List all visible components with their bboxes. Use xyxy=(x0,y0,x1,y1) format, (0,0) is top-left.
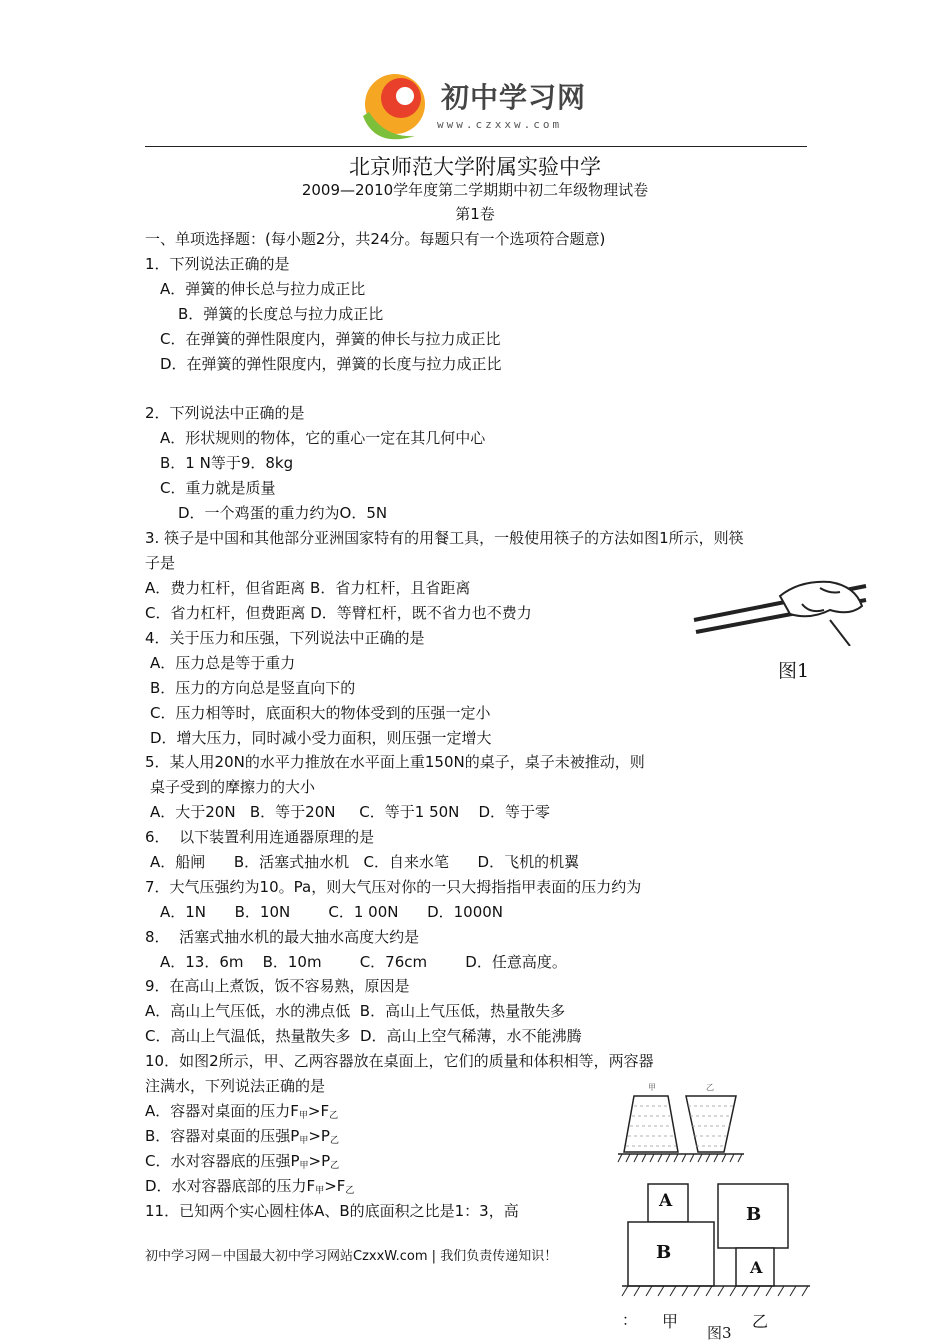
question-3-stem: 3. 筷子是中国和其他部分亚洲国家特有的用餐工具，一般使用筷子的方法如图1所示，则筷 xyxy=(145,529,744,547)
question-10-stem: 10．如图2所示，甲、乙两容器放在桌面上，它们的质量和体积相等，两容器 xyxy=(145,1052,654,1070)
figure-2-label-yi: 乙 xyxy=(706,1083,714,1092)
question-3-stem-cont: 子是 xyxy=(145,554,176,572)
question-4-stem: 4．关于压力和压强，下列说法中正确的是 xyxy=(145,629,425,647)
question-4-option-d: D．增大压力，同时减小受力面积，则压强一定增大 xyxy=(150,729,492,747)
question-1-stem: 1．下列说法正确的是 xyxy=(145,255,290,273)
question-9-options-ab: A．高山上气压低，水的沸点低 B．高山上气压低，热量散失多 xyxy=(145,1002,566,1020)
question-10-option-d: D．水对容器底部的压力$F_甲>F_乙$ xyxy=(145,1177,355,1196)
section-heading: 一、单项选择题：(每小题2分，共24分。每题只有一个选项符合题意) xyxy=(145,230,606,248)
figure-1-caption: 图1 xyxy=(778,660,810,682)
question-6-options: A．船闸 B．活塞式抽水机 C．自来水笔 D．飞机的机翼 xyxy=(150,853,580,871)
question-6-stem: 6． 以下装置利用连通器原理的是 xyxy=(145,828,375,846)
question-9-stem: 9．在高山上煮饭，饭不容易熟，原因是 xyxy=(145,977,410,995)
figure-3-block-b-bottom: B xyxy=(656,1242,672,1263)
question-1-option-d: D．在弹簧的弹性限度内，弹簧的长度与拉力成正比 xyxy=(160,355,502,373)
question-5-stem-cont: 桌子受到的摩擦力的大小 xyxy=(150,778,316,796)
figure-3-label-yi: 乙 xyxy=(752,1312,769,1331)
question-1-option-c: C．在弹簧的弹性限度内，弹簧的伸长与拉力成正比 xyxy=(160,330,501,348)
logo-url: www.czxxw.com xyxy=(437,118,563,131)
question-1-option-a: A．弹簧的伸长总与拉力成正比 xyxy=(160,280,366,298)
logo-title: 初中学习网 xyxy=(441,81,587,114)
question-10-option-a: A．容器对桌面的压力$F_甲>F_乙$ xyxy=(145,1102,339,1121)
question-10-option-c: C．水对容器底的压强$P_甲>P_乙$ xyxy=(145,1152,340,1171)
figure-3-block-a-top: A xyxy=(659,1191,673,1211)
question-7-stem: 7．大气压强约为10。Pa，则大气压对你的一只大拇指指甲表面的压力约为 xyxy=(145,878,642,896)
question-2-option-d: D．一个鸡蛋的重力约为O．5N xyxy=(178,504,388,522)
figure-3-colon: ： xyxy=(622,1311,638,1329)
question-4-option-a: A．压力总是等于重力 xyxy=(150,654,296,672)
figure-3-caption: 图3 xyxy=(707,1324,732,1342)
containers-figure xyxy=(616,1080,746,1170)
page-footer: 初中学习网－中国最大初中学习网站CzxxW.com | 我们负责传递知识！ xyxy=(145,1249,558,1264)
question-8-options: A．13．6m B．10m C．76cm D．任意高度。 xyxy=(160,953,567,971)
figure-3-label-jia: 甲 xyxy=(662,1312,679,1331)
figure-3-block-b-top: B xyxy=(746,1204,762,1225)
question-5-options: A．大于20N B．等于20N C．等于1 50N D．等于零 xyxy=(150,803,551,821)
question-5-stem: 5．某人用20N的水平力推放在水平面上重150N的桌子，桌子未被推动，则 xyxy=(145,753,645,771)
figure-3-block-a-bottom: A xyxy=(750,1258,763,1277)
question-2-option-b: B．1 N等于9．8kg xyxy=(160,454,294,472)
question-10-option-b: B．容器对桌面的压强$P_甲>P_乙$ xyxy=(145,1127,339,1146)
question-3-options-cd: C．省力杠杆，但费距离 D．等臂杠杆，既不省力也不费力 xyxy=(145,604,532,622)
question-2-stem: 2．下列说法中正确的是 xyxy=(145,404,305,422)
blocks-figure xyxy=(618,1176,814,1300)
header-divider xyxy=(145,146,807,147)
question-7-options: A．1N B．10N C．1 00N D．1000N xyxy=(160,903,504,921)
logo-swirl-icon xyxy=(355,66,435,146)
exam-title: 2009—2010学年度第二学期期中初二年级物理试卷 xyxy=(301,181,649,199)
question-3-options-ab: A．费力杠杆，但省距离 B．省力杠杆，且省距离 xyxy=(145,579,471,597)
question-1-option-b: B．弹簧的长度总与拉力成正比 xyxy=(178,305,384,323)
school-title: 北京师范大学附属实验中学 xyxy=(349,155,601,179)
question-2-option-c: C．重力就是质量 xyxy=(160,479,276,497)
volume-label: 第1卷 xyxy=(455,205,495,223)
chopsticks-figure xyxy=(690,576,870,646)
question-8-stem: 8． 活塞式抽水机的最大抽水高度大约是 xyxy=(145,928,420,946)
question-4-option-b: B．压力的方向总是竖直向下的 xyxy=(150,679,356,697)
question-2-option-a: A．形状规则的物体，它的重心一定在其几何中心 xyxy=(160,429,486,447)
question-9-options-cd: C．高山上气温低，热量散失多 D．高山上空气稀薄，水不能沸腾 xyxy=(145,1027,582,1045)
question-10-stem-cont: 注满水，下列说法正确的是 xyxy=(145,1077,326,1095)
figure-2-label-jia: 甲 xyxy=(648,1083,656,1092)
question-4-option-c: C．压力相等时，底面积大的物体受到的压强一定小 xyxy=(150,704,491,722)
site-logo xyxy=(355,66,605,146)
question-11-stem: 11．已知两个实心圆柱体A、B的底面积之比是1：3，高 xyxy=(145,1202,519,1220)
